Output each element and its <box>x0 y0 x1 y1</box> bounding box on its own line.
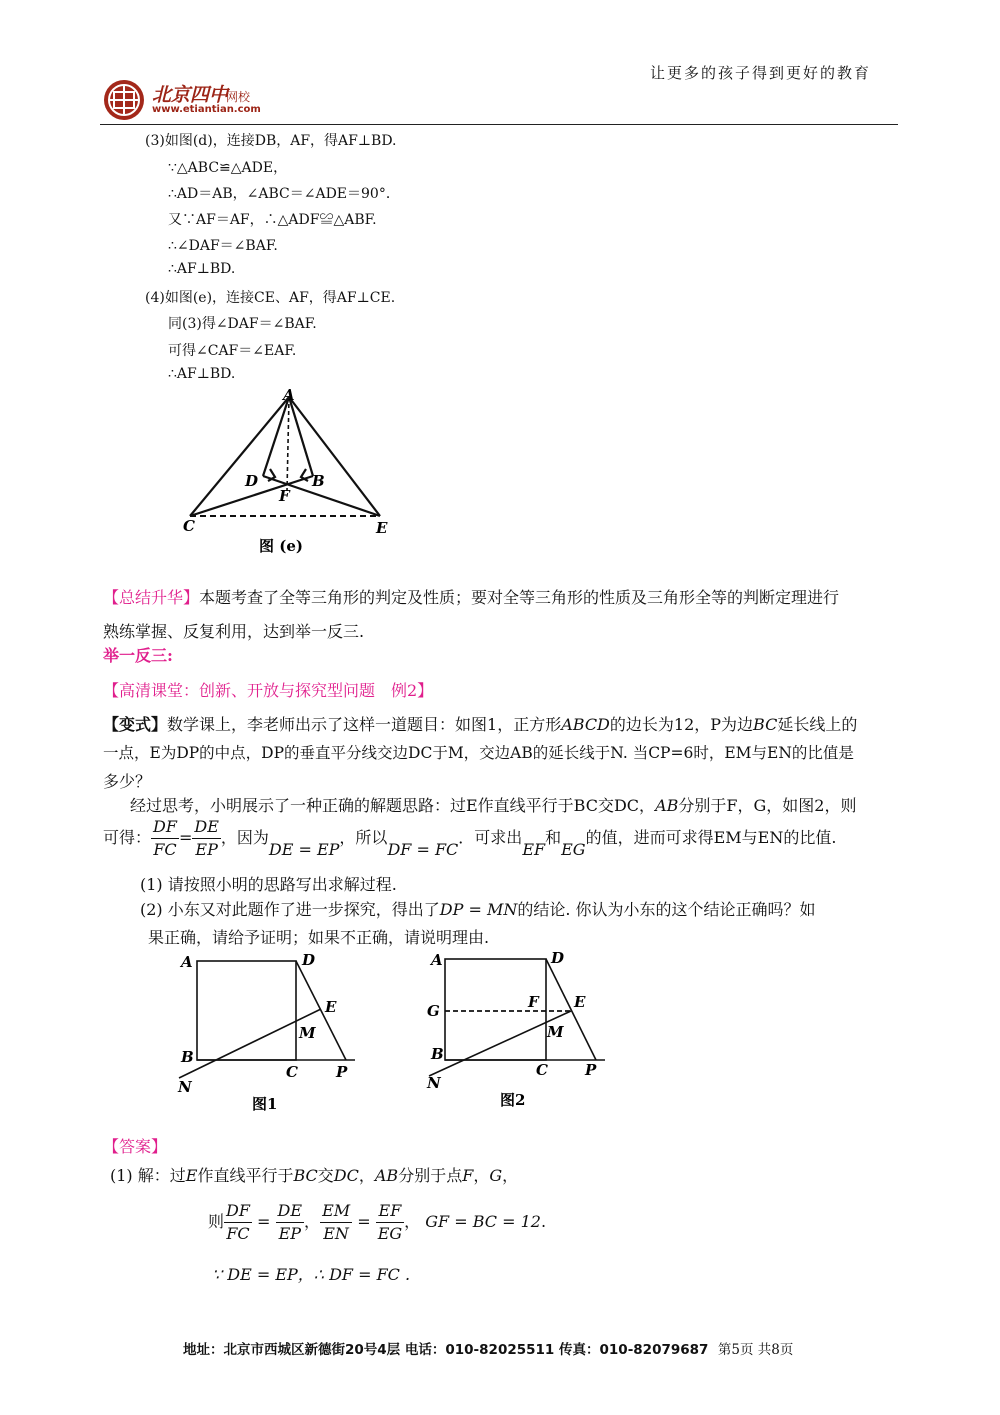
answer-f: F <box>462 1166 474 1185</box>
summary-tag: 【总结升华】 <box>103 588 200 607</box>
fig1-label-c: C <box>286 1063 298 1081</box>
header-rule <box>100 124 898 125</box>
thinking-line-1 <box>130 793 856 816</box>
answer-text-1a: (1) 解：过 <box>110 1166 186 1185</box>
fig1-label-n: N <box>178 1078 192 1096</box>
figure-1 <box>175 945 365 1115</box>
answer-gf-bc: GF = BC = 12 <box>425 1212 541 1231</box>
fig2-label-d: D <box>551 949 565 967</box>
answer-frac-ef-eg <box>376 1200 404 1245</box>
logo-sub: 网校 <box>226 90 251 104</box>
fig-e-label-e: E <box>376 519 388 537</box>
proof3-line-6: ∴AF⊥BD. <box>168 261 236 277</box>
answer-text-1e: 分别于点 <box>398 1166 463 1185</box>
fig1-label-p: P <box>336 1063 348 1081</box>
answer-line-1 <box>110 1163 518 1186</box>
logo-url: www.etiantian.com <box>152 104 261 115</box>
answer-line-3: ∵ DE = EP，∴ DF = FC . <box>212 1265 411 1284</box>
summary-text-1: 本题考查了全等三角形的判定及性质；要对全等三角形的性质及三角形全等的判断定理进行 <box>199 588 840 607</box>
answer-frac-de-ep <box>276 1200 305 1245</box>
fig2-label-b: B <box>431 1045 444 1063</box>
answer-frac-num-em: EM <box>320 1200 352 1223</box>
frac-den-fc: FC <box>153 840 177 859</box>
fig2-label-p: P <box>585 1061 597 1079</box>
answer-frac-num-ef: EF <box>376 1200 404 1223</box>
fig2-label-f: F <box>528 993 539 1011</box>
variant-text-1c: 延长线上的 <box>777 715 858 734</box>
answer-frac-em-en <box>320 1200 352 1245</box>
proof3-line-2: ∵△ABC≌△ADE， <box>168 160 288 176</box>
question-2-line-2: 果正确，请给予证明；如果不正确，请说明理由. <box>148 928 490 947</box>
fig-e-label-b: B <box>312 472 325 490</box>
answer-frac-num-df: DF <box>224 1200 252 1223</box>
answer-text-1c: 交 <box>317 1166 334 1185</box>
answer-g: G <box>489 1166 503 1185</box>
thinking-kede: 可得： <box>103 828 152 847</box>
question-1: (1) 请按照小明的思路写出求解过程. <box>140 875 397 894</box>
fig2-label-c: C <box>536 1061 548 1079</box>
answer-text-1d: ， <box>358 1166 375 1185</box>
variant-bc: BC <box>753 715 778 734</box>
frac-den-ep: EP <box>195 840 218 859</box>
answer-ze: 则 <box>208 1212 225 1231</box>
fig2-label-n: N <box>427 1074 441 1092</box>
fig2-label-a: A <box>431 951 443 969</box>
answer-frac-den-ep: EP <box>278 1224 302 1243</box>
thinking-line-2: 可得： $\frac{DF}{FC}$ = $\frac{DE}{EP}$ ，因为DE = EP，所以DF = FC．可求出EF和EG的值，进而可求得EM与EN的比值. <box>103 817 837 859</box>
proof4-line-4: ∴AF⊥BD. <box>168 366 236 382</box>
figure-e <box>175 385 415 560</box>
variant-line-3: 多少？ <box>103 772 152 791</box>
fig-e-label-c: C <box>183 517 195 535</box>
question-2-text-b: 的结论. 你认为小东的这个结论正确吗？如 <box>517 900 816 919</box>
fig-e-label-f: F <box>279 487 290 505</box>
frac-de-ep <box>192 816 221 861</box>
fig-e-label-d: D <box>245 472 259 490</box>
variant-text-1b: 的边长为12，P为边 <box>609 715 754 734</box>
proof4-line-3: 可得∠CAF＝∠EAF. <box>168 343 297 359</box>
variant-tag: 【变式】 <box>103 715 168 734</box>
variant-text-1: 数学课上，李老师出示了这样一道题目：如图1，正方形 <box>167 715 562 734</box>
fig1-label-e: E <box>325 998 337 1016</box>
proof3-line-3: ∴AD＝AB，∠ABC＝∠ADE＝90°． <box>168 186 400 202</box>
fig1-label-a: A <box>181 953 193 971</box>
answer-frac-df-fc <box>224 1200 252 1245</box>
fig1-label-d: D <box>302 951 316 969</box>
fig1-label-b: B <box>181 1048 194 1066</box>
question-2-dp-mn: DP = MN <box>439 900 518 919</box>
variant-line-1 <box>103 712 857 735</box>
answer-comma: ， <box>473 1166 490 1185</box>
hd-class-heading: 【高清课堂：创新、开放与探究型问题 例2】 <box>103 681 434 700</box>
proof3-line-1: (3)如图(d)，连接DB，AF，得AF⊥BD. <box>145 133 397 149</box>
thinking-can-find: ．可求出 <box>458 828 523 847</box>
answer-tag: 【答案】 <box>103 1137 168 1156</box>
question-2-line-1 <box>140 897 816 920</box>
variant-abcd: ABCD <box>561 715 610 734</box>
answer-frac-num-de: DE <box>276 1200 305 1223</box>
frac-num-df: DF <box>151 816 179 839</box>
answer-text-1b: 作直线平行于 <box>197 1166 294 1185</box>
proof4-line-2: 同(3)得∠DAF＝∠BAF. <box>168 316 317 332</box>
answer-bc: BC <box>293 1166 318 1185</box>
answer-frac-den-en: EN <box>323 1224 349 1243</box>
thinking-ab: AB <box>655 796 679 815</box>
answer-comma-2: ， <box>502 1166 519 1185</box>
thinking-ef: EF <box>522 840 546 859</box>
thinking-text-1a: 经过思考，小明展示了一种正确的解题思路：过E作直线平行于BC交DC， <box>130 796 656 815</box>
thinking-text-1b: 分别于F，G，如图2，则 <box>678 796 857 815</box>
answer-dc: DC <box>333 1166 359 1185</box>
frac-num-de: DE <box>192 816 221 839</box>
thinking-and: 和 <box>545 828 562 847</box>
footer <box>183 1338 793 1358</box>
header-slogan: 让更多的孩子得到更好的教育 <box>650 64 872 82</box>
fig2-label-e: E <box>574 993 586 1011</box>
answer-frac-den-eg: EG <box>377 1224 403 1243</box>
fig-e-caption: 图 (e) <box>259 537 303 555</box>
figure-2 <box>425 945 615 1115</box>
fig2-caption: 图2 <box>500 1091 526 1109</box>
thinking-de-eq-ep: DE = EP <box>268 840 340 859</box>
footer-address: 地址：北京市西城区新德街20号4层 电话：010-82025511 传真：010-82079687 <box>183 1342 709 1358</box>
thinking-rest: 的值，进而可求得EM与EN的比值. <box>585 828 837 847</box>
fig2-label-g: G <box>427 1002 440 1020</box>
summary-line-1 <box>103 585 839 608</box>
fig1-label-m: M <box>299 1024 316 1042</box>
juyi-heading: 举一反三: <box>103 646 173 665</box>
logo-name: 北京四中 <box>152 84 229 106</box>
summary-text-2: 熟练掌握、反复利用，达到举一反三. <box>103 622 365 641</box>
thinking-df-eq-fc: DF = FC <box>387 840 459 859</box>
fig-e-label-a: A <box>283 386 295 404</box>
proof3-line-5: ∴∠DAF＝∠BAF. <box>168 238 278 254</box>
proof4-line-1: (4)如图(e)，连接CE、AF，得AF⊥CE. <box>145 290 396 306</box>
fig1-caption: 图1 <box>252 1095 278 1113</box>
question-2-text-a: (2) 小东又对此题作了进一步探究，得出了 <box>140 900 440 919</box>
footer-page: 第5页 共8页 <box>717 1342 794 1358</box>
answer-e: E <box>185 1166 198 1185</box>
variant-line-2: 一点，E为DP的中点，DP的垂直平分线交边DC于M，交边AB的延长线于N. 当CP=6时，EM与EN的比值是 <box>103 744 854 762</box>
frac-df-fc <box>151 816 179 861</box>
answer-ab: AB <box>374 1166 399 1185</box>
answer-frac-den-fc: FC <box>226 1224 250 1243</box>
thinking-because: ，因为 <box>220 828 269 847</box>
fig2-label-m: M <box>547 1023 564 1041</box>
thinking-so: ，所以 <box>339 828 388 847</box>
thinking-eg: EG <box>561 840 586 859</box>
answer-line-2: 则 $\frac{DF}{FC}$ = $\frac{DE}{EP}$ ， $\frac{EM}{EN}$ = $\frac{EF}{EG}$ ， GF = BC = 12. <box>208 1201 547 1243</box>
proof3-line-4: 又∵AF＝AF，∴△ADF≌△ABF. <box>168 212 377 228</box>
